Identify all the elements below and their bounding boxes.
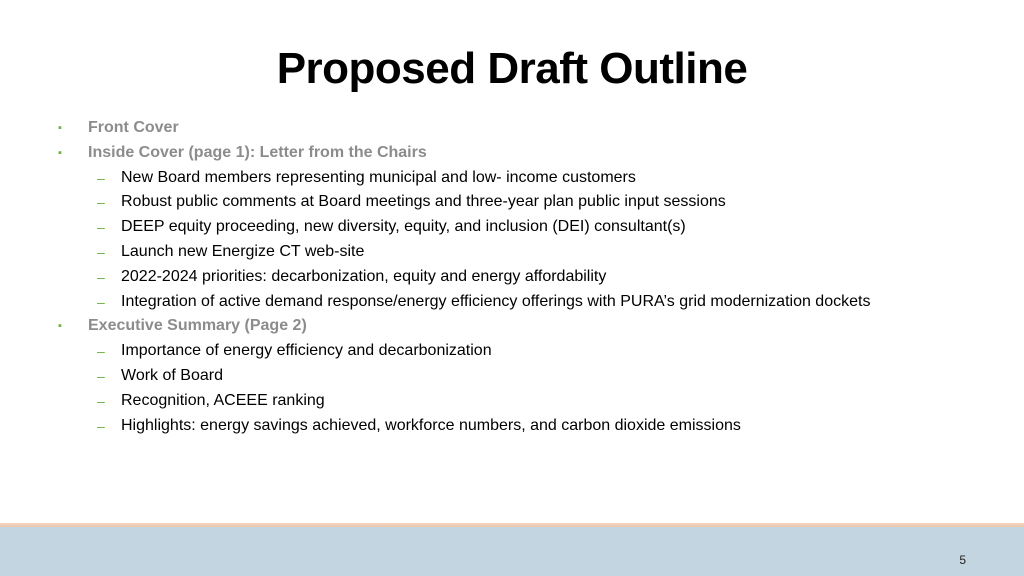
outline-item-text: Front Cover [88,119,179,136]
square-bullet-icon: ▪ [58,320,62,333]
outline-subitem-text: Highlights: energy savings achieved, workforce numbers, and carbon dioxide emissions [121,416,741,434]
outline-subitem [58,339,998,364]
outline-subitem-text: Recognition, ACEEE ranking [121,391,325,409]
dash-bullet-icon: – [97,367,105,384]
dash-bullet-icon: – [97,243,105,260]
outline-item [58,116,998,141]
outline-subitem [58,240,998,265]
square-bullet-icon: ▪ [58,146,62,159]
outline-subitem-text: Work of Board [121,366,223,384]
outline-subitem-text: Launch new Energize CT web-site [121,242,365,260]
dash-bullet-icon: – [97,194,105,211]
outline-subitem [58,190,998,215]
outline-subitem [58,290,998,315]
dash-bullet-icon: – [97,293,105,310]
outline-subitem-text: Integration of active demand response/energy efficiency offerings with PURA’s grid modernization dockets [121,292,871,310]
dash-bullet-icon: – [97,343,105,360]
outline-item-text: Executive Summary (Page 2) [88,317,307,335]
square-bullet-icon: ▪ [58,122,62,134]
dash-bullet-icon: – [97,268,105,285]
dash-bullet-icon: – [97,417,105,434]
outline-subitem-text: Robust public comments at Board meetings and three-year plan public input sessions [121,193,726,211]
outline-subitem [58,265,998,290]
outline-subitem [58,364,998,389]
outline-item-text: Inside Cover (page 1): Letter from the Chairs [88,143,427,161]
outline-subitem [58,166,998,191]
slide-title: Proposed Draft Outline [276,44,748,93]
outline-subitem [58,215,998,240]
footer-band [0,527,1024,576]
outline-item [58,314,998,339]
outline-subitem [58,414,998,439]
dash-bullet-icon: – [97,392,105,409]
outline-subitem-text: New Board members representing municipal and low- income customers [121,168,636,186]
outline-item [58,141,998,166]
outline-subitem [58,389,998,414]
outline-subitem-text: Importance of energy efficiency and decarbonization [121,342,492,360]
dash-bullet-icon: – [97,219,105,236]
dash-bullet-icon: – [97,169,105,186]
outline-subitem-text: 2022-2024 priorities: decarbonization, equity and energy affordability [121,267,607,285]
outline-list [58,116,998,438]
page-number: 5 [959,553,966,567]
outline-subitem-text: DEEP equity proceeding, new diversity, equity, and inclusion (DEI) consultant(s) [121,218,686,236]
